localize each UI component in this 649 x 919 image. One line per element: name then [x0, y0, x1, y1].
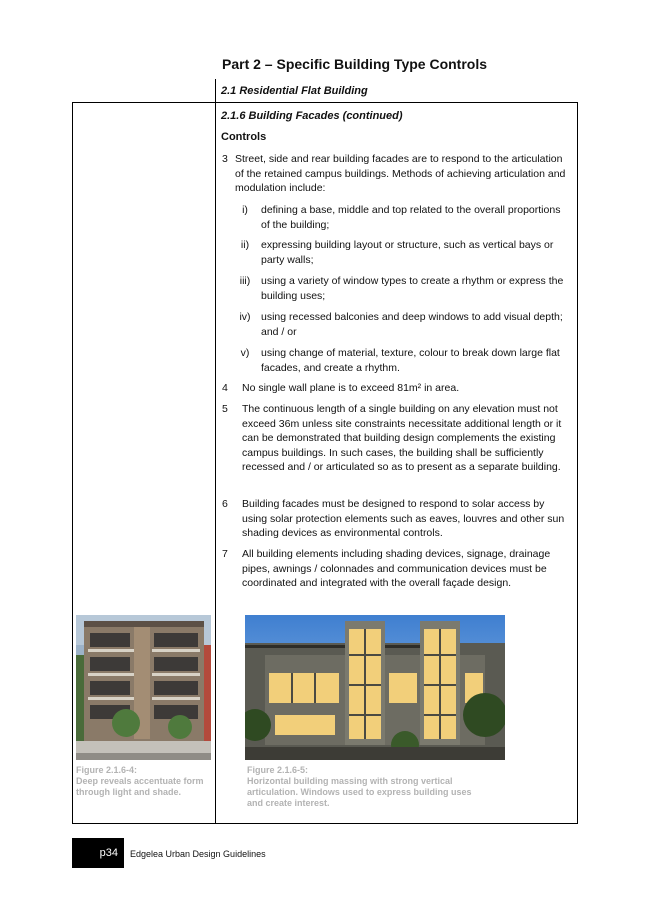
item-number: 3 — [222, 153, 228, 165]
figure-number: Figure 2.1.6-5: — [247, 765, 309, 775]
frame-left-top — [72, 102, 215, 103]
page-number: p34 — [99, 847, 118, 859]
building-photo-1 — [76, 615, 211, 760]
item-text: Street, side and rear building facades are to respond to the articulation of the retained campus buildings. Methods of achieving articulation and modulation include: — [235, 153, 566, 195]
figure-number: Figure 2.1.6-4: — [76, 765, 138, 775]
subitem-text: using change of material, texture, colour to break down large flat facades, and create a rhythm. — [261, 347, 560, 374]
subitem-iv — [235, 310, 575, 340]
column-divider — [215, 79, 216, 824]
frame-left — [72, 102, 73, 824]
item-number: 4 — [222, 382, 228, 394]
document-title: Edgelea Urban Design Guidelines — [130, 849, 266, 859]
item-text: Building facades must be designed to respond to solar access by using solar protection elements such as eaves, louvres and other sun shading devices as environmental controls. — [242, 498, 565, 540]
subitem-numeral: i) — [242, 204, 248, 216]
figure-caption-1 — [76, 765, 216, 798]
item-text: The continuous length of a single building on any elevation must not exceed 36m unless site constraints necessitate additional length or it can be demonstrated that building design complements the existing campus buildings. In such cases, the building shall be sufficiently recessed and / or articulated so as to present as a separate building. — [242, 403, 562, 474]
page-title: Part 2 – Specific Building Type Controls — [222, 56, 488, 72]
control-item-3 — [222, 152, 572, 197]
figure-text: Horizontal building massing with strong vertical articulation. Windows used to express building uses and create interest. — [247, 776, 472, 808]
subitem-text: defining a base, middle and top related to the overall proportions of the building; — [261, 204, 561, 231]
subitem-i — [235, 203, 575, 233]
section-title: 2.1 Residential Flat Building — [221, 85, 368, 97]
subitem-numeral: v) — [240, 347, 250, 359]
subitem-numeral: iii) — [239, 275, 251, 287]
building-photo-2 — [245, 615, 505, 760]
item-number: 7 — [222, 548, 228, 560]
subitem-ii — [235, 238, 575, 268]
item-number: 5 — [222, 403, 228, 415]
figure-caption-2 — [247, 765, 487, 809]
figure-text: Deep reveals accentuate form through light and shade. — [76, 776, 204, 797]
control-item-7 — [222, 547, 574, 593]
item-text: All building elements including shading devices, signage, drainage pipes, awnings / colonnades and communication devices must be coordinated and integrated with the overall façade design. — [242, 548, 551, 590]
subitem-text: using a variety of window types to create a rhythm or express the building uses; — [261, 275, 564, 302]
subitem-numeral: ii) — [240, 239, 250, 251]
subsection-title: 2.1.6 Building Facades (continued) — [221, 110, 403, 122]
subitem-v — [235, 346, 575, 376]
controls-heading: Controls — [221, 131, 267, 143]
control-item-5 — [222, 402, 574, 492]
subitem-numeral: iv) — [239, 311, 251, 323]
subitem-text: using recessed balconies and deep windows to add visual depth; and / or — [261, 311, 563, 338]
item-number: 6 — [222, 498, 228, 510]
page-number-box — [72, 838, 124, 868]
frame-right — [577, 102, 578, 824]
subitem-iii — [235, 274, 575, 304]
section-rule-top — [215, 102, 577, 103]
frame-bottom — [72, 823, 578, 824]
control-item-4 — [222, 381, 574, 397]
subitem-text: expressing building layout or structure, such as vertical bays or party walls; — [261, 239, 554, 266]
control-item-6 — [222, 497, 574, 543]
item-text: No single wall plane is to exceed 81m² in area. — [242, 382, 460, 394]
